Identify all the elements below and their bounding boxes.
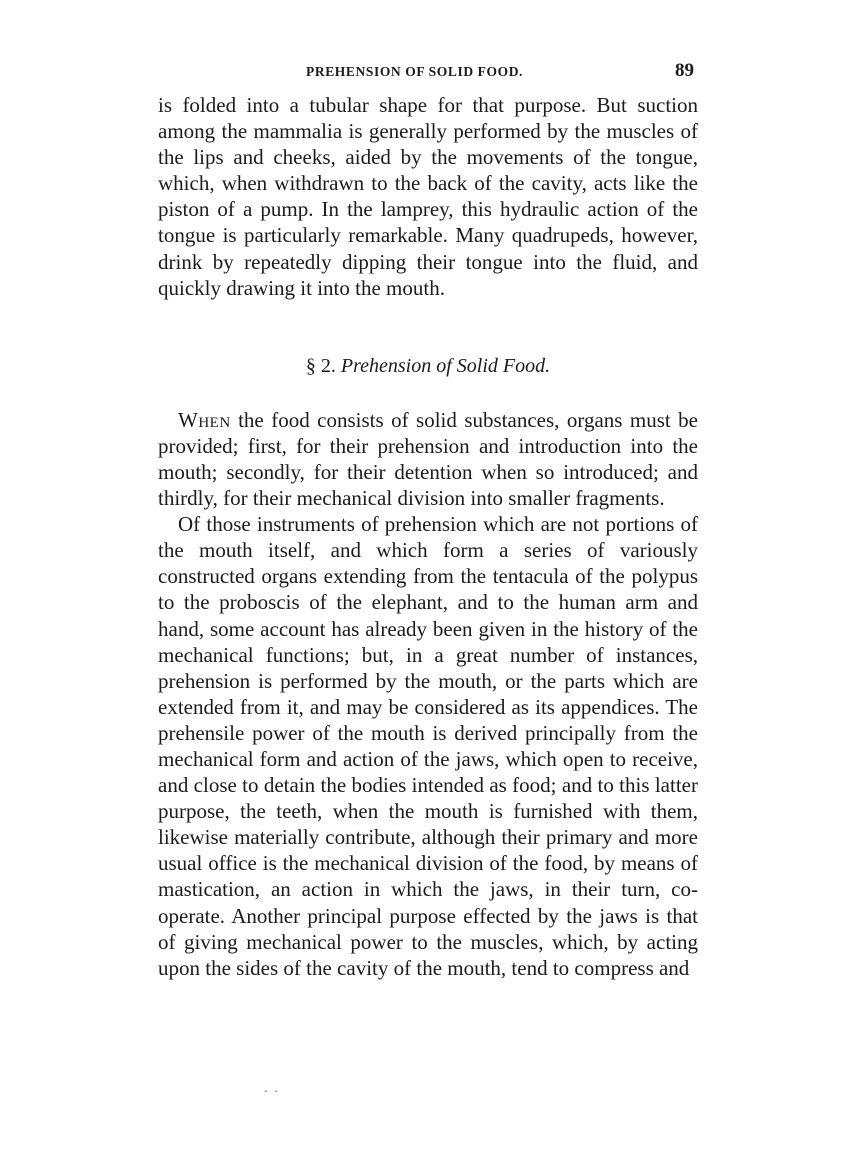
paragraph-lead-word: When [178,407,231,432]
section-number: § 2. [305,354,336,377]
paragraph-solid-food-text: the food consists of solid substances, organs must be provided; first, for their prehension and introduction into the mouth; secondly, for their detention when so introduced; and thirdly, for their mechanical division into smaller fragments. [158,407,698,511]
paragraph-solid-food [158,407,698,511]
running-head [158,58,698,92]
page-number: 89 [675,60,694,81]
section-title: Prehension of Solid Food. [340,354,551,377]
running-title: PREHENSION OF SOLID FOOD. [306,64,524,79]
paragraph-prehension-instruments: Of those instruments of prehension which are not portions of the mouth itself, and which form a series of variously constructed organs extending from the tentacula of the polypus to the proboscis of the elephant, and to the human arm and hand, some account has already been given in the history of the mechanical functions; but, in a great number of instances, prehension is performed by the mouth, or the parts which are extended from it, and may be considered as its appendices. The prehensile power of the mouth is derived principally from the mechanical form and action of the jaws, which open to receive, and close to detain the bodies intended as food; and to this latter purpose, the teeth, when the mouth is furnished with them, likewise materially contribute, although their primary and more usual office is the mechanical division of the food, by means of mastication, an action in which the jaws, in their turn, co-operate. Another principal purpose effected by the jaws is that of giving mechanical power to the muscles, which, by acting upon the sides of the cavity of the mouth, tend to compress and [158,512,698,980]
section-heading [158,353,698,379]
paragraph-suction: is folded into a tubular shape for that purpose. But suction among the mammalia is generally performed by the muscles of the lips and cheeks, aided by the movements of the tongue, which, when withdrawn to the back of the cavity, acts like the piston of a pump. In the lamprey, this hydraulic action of the tongue is particularly remarkable. Many quadrupeds, however, drink by repeatedly dipping their tongue into the fluid, and quickly drawing it into the mouth. [158,93,698,300]
book-page [158,58,698,981]
footer-mark: - - [264,1086,280,1097]
